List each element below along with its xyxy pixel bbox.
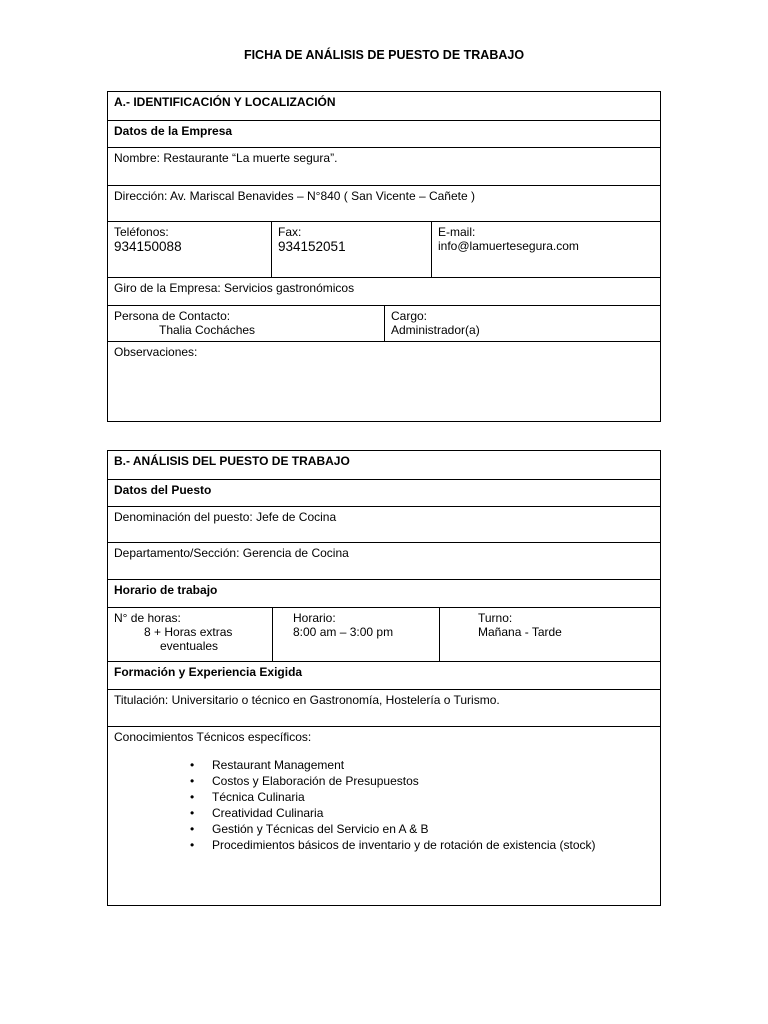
section-b-heading-row: [108, 451, 660, 479]
business-line: Giro de la Empresa: Servicios gastronómicos: [114, 281, 355, 295]
company-data-row: [108, 120, 660, 147]
contact-person-row: [108, 305, 660, 341]
list-item: • Restaurant Management: [212, 758, 654, 772]
section-a-table: [107, 91, 661, 422]
email-value: info@lamuertesegura.com: [438, 239, 579, 253]
company-name: Nombre: Restaurante “La muerte segura”.: [114, 151, 338, 165]
position-data-row: [108, 479, 660, 506]
name-row: [108, 147, 660, 185]
position-data-heading: Datos del Puesto: [114, 483, 212, 497]
training-heading-row: [108, 661, 660, 689]
department-row: [108, 542, 660, 579]
degree-row: [108, 689, 660, 726]
training-heading: Formación y Experiencia Exigida: [114, 665, 303, 679]
knowledge-list: [114, 758, 654, 852]
list-item: • Creatividad Culinaria: [212, 806, 654, 820]
job-title: Denominación del puesto: Jefe de Cocina: [114, 510, 337, 524]
phone-value: 934150088: [114, 239, 182, 254]
position-value: Administrador(a): [391, 323, 480, 337]
contact-person-label: Persona de Contacto:: [114, 309, 231, 323]
shift-value: Mañana - Tarde: [478, 625, 562, 639]
department: Departamento/Sección: Gerencia de Cocina: [114, 546, 349, 560]
section-b-heading: B.- ANÁLISIS DEL PUESTO DE TRABAJO: [114, 454, 350, 468]
hours-value-1: 8 + Horas extras: [144, 625, 233, 639]
phone-label: Teléfonos:: [114, 225, 169, 239]
company-address: Dirección: Av. Mariscal Benavides – N°840 ( San Vicente – Cañete ): [114, 189, 475, 203]
list-item: • Procedimientos básicos de inventario y de rotación de existencia (stock): [212, 838, 654, 852]
company-data-heading: Datos de la Empresa: [114, 124, 233, 138]
list-item: • Gestión y Técnicas del Servicio en A & B: [212, 822, 654, 836]
schedule-heading: Horario de trabajo: [114, 583, 218, 597]
list-item: • Costos y Elaboración de Presupuestos: [212, 774, 654, 788]
address-row: [108, 185, 660, 221]
fax-value: 934152051: [278, 239, 346, 254]
shift-label: Turno:: [478, 611, 513, 625]
email-label: E-mail:: [438, 225, 476, 239]
degree: Titulación: Universitario o técnico en Gastronomía, Hostelería o Turismo.: [114, 693, 500, 707]
hours-value-2: eventuales: [160, 639, 219, 653]
fax-label: Fax:: [278, 225, 302, 239]
section-a-heading-row: [108, 92, 660, 120]
section-b-table: [107, 450, 661, 906]
business-line-row: [108, 277, 660, 305]
schedule-heading-row: [108, 579, 660, 607]
position-label: Cargo:: [391, 309, 428, 323]
contact-person-value: Thalia Cocháches: [159, 323, 256, 337]
observations-row: [108, 341, 660, 421]
schedule-label: Horario:: [293, 611, 336, 625]
contact-numbers-row: [108, 221, 660, 277]
page-title: FICHA DE ANÁLISIS DE PUESTO DE TRABAJO: [243, 48, 525, 62]
knowledge-row: [108, 726, 660, 905]
section-a-heading: A.- IDENTIFICACIÓN Y LOCALIZACIÓN: [114, 95, 336, 109]
observations-label: Observaciones:: [114, 345, 198, 359]
knowledge-label: Conocimientos Técnicos específicos:: [114, 730, 312, 744]
hours-label: N° de horas:: [114, 611, 181, 625]
schedule-value: 8:00 am – 3:00 pm: [293, 625, 394, 639]
job-title-row: [108, 506, 660, 542]
list-item: • Técnica Culinaria: [212, 790, 654, 804]
schedule-row: [108, 607, 660, 661]
